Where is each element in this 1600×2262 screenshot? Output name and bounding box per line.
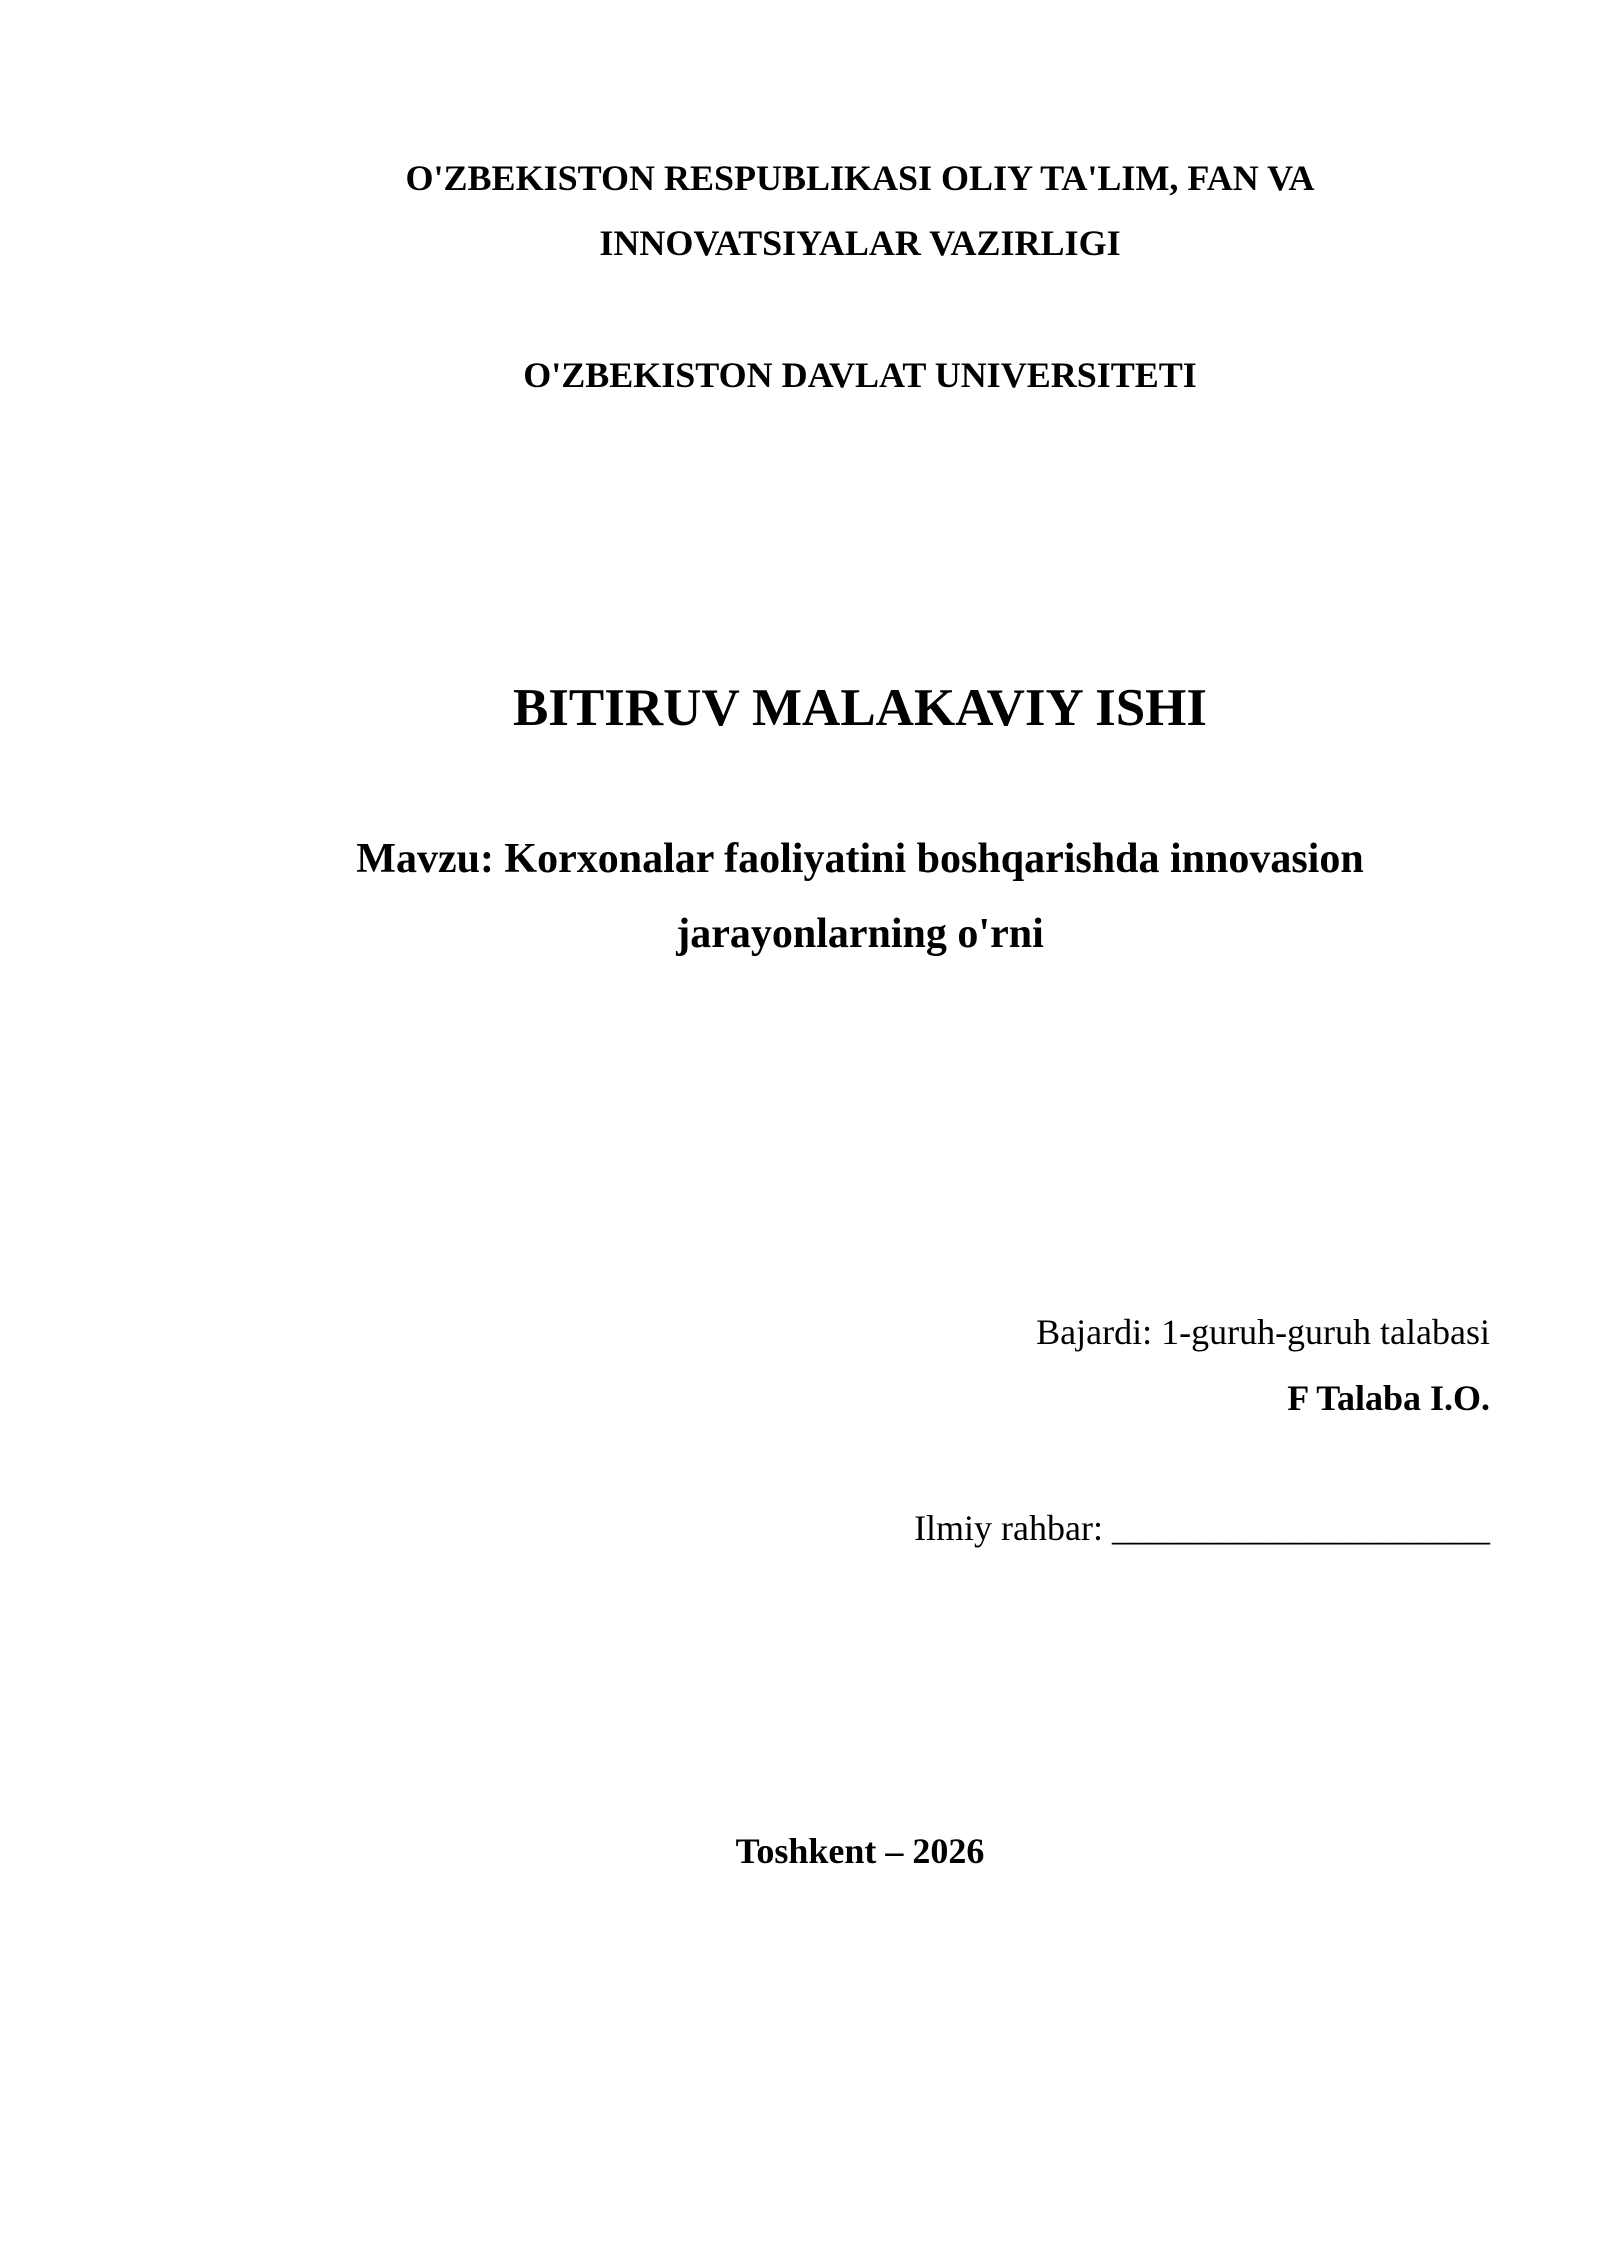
topic-line-2: jarayonlarning o'rni	[676, 911, 1044, 957]
supervisor-label: Ilmiy rahbar: _____________________	[914, 1508, 1490, 1548]
ministry-name-line-1: O'ZBEKISTON RESPUBLIKASI OLIY TA'LIM, FAN VA	[405, 158, 1315, 198]
student-name: F Talaba I.O.	[1287, 1378, 1490, 1418]
work-type-title: BITIRUV MALAKAVIY ISHI	[512, 679, 1208, 737]
performer-label: Bajardi: 1-guruh-guruh talabasi	[1036, 1312, 1490, 1352]
city-year: Toshkent – 2026	[735, 1831, 985, 1871]
university-name: O'ZBEKISTON DAVLAT UNIVERSITETI	[523, 355, 1197, 395]
topic-line-1: Mavzu: Korxonalar faoliyatini boshqarishda innovasion	[356, 836, 1364, 882]
ministry-name-line-2: INNOVATSIYALAR VAZIRLIGI	[599, 223, 1121, 263]
